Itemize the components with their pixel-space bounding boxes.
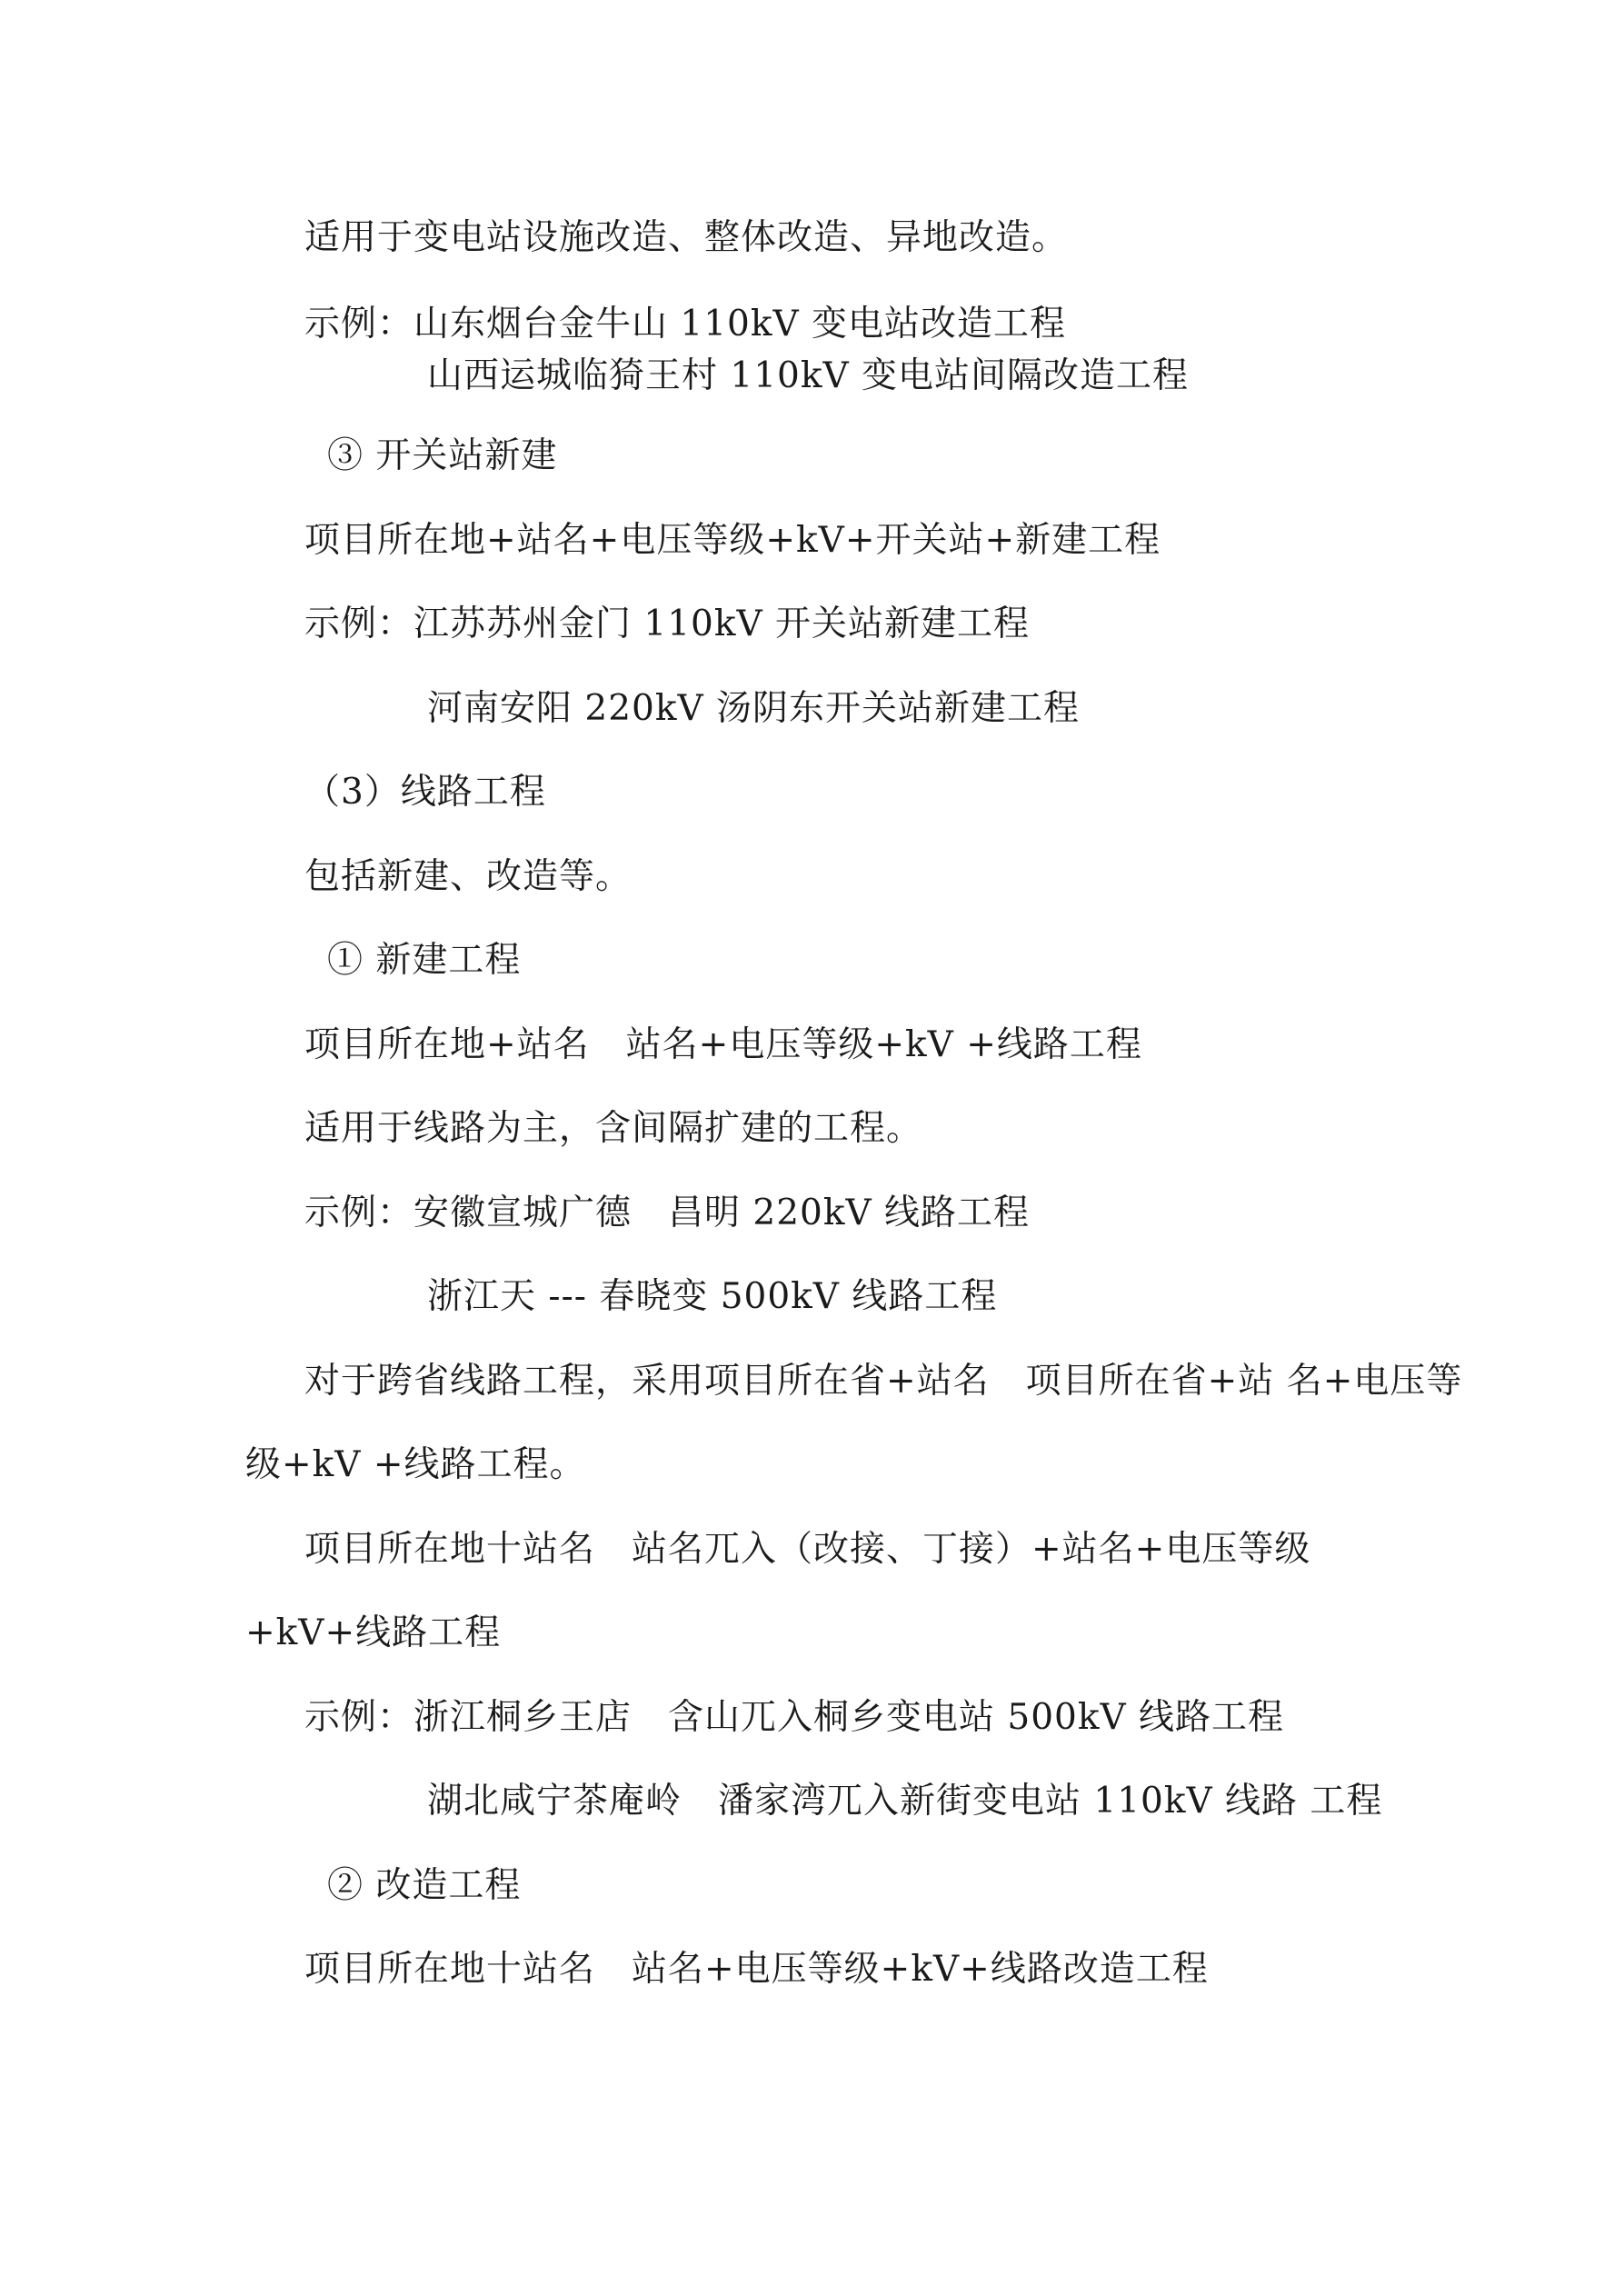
naming-rule-switching-station: 项目所在地+站名+电压等级+kV+开关站+新建工程: [304, 520, 1161, 561]
example-line-8: 湖北咸宁茶庵岭 潘家湾兀入新街变电站 110kV 线路 工程: [427, 1781, 1383, 1822]
subheading-switching-station-new: ③ 开关站新建: [327, 435, 558, 476]
example-line-1: 示例：山东烟台金牛山 110kV 变电站改造工程: [304, 304, 1067, 344]
naming-rule-line-tapping-1: 项目所在地十站名 站名兀入（改接、丁接）+站名+电压等级: [304, 1529, 1311, 1570]
paragraph-cross-province-2: 级+kV +线路工程。: [245, 1444, 586, 1485]
naming-rule-line-tapping-2: +kV+线路工程: [245, 1612, 502, 1653]
example-line-5: 示例：安徽宣城广德 昌明 220kV 线路工程: [304, 1193, 1031, 1233]
section-heading-line-engineering: （3）线路工程: [304, 772, 546, 813]
paragraph-cross-province-1: 对于跨省线路工程，采用项目所在省+站名 项目所在省+站 名+电压等: [304, 1361, 1463, 1402]
paragraph-includes: 包括新建、改造等。: [304, 856, 633, 897]
subheading-new-project: ① 新建工程: [327, 940, 522, 981]
naming-rule-line-new: 项目所在地+站名 站名+电压等级+kV +线路工程: [304, 1024, 1142, 1065]
paragraph-scope-substation-renovation: 适用于变电站设施改造、整体改造、异地改造。: [304, 217, 1069, 258]
example-line-6: 浙江天 --- 春晓变 500kV 线路工程: [427, 1276, 998, 1317]
paragraph-scope-line: 适用于线路为主，含间隔扩建的工程。: [304, 1108, 923, 1149]
example-line-7: 示例：浙江桐乡王店 含山兀入桐乡变电站 500kV 线路工程: [304, 1697, 1285, 1738]
naming-rule-line-renovation: 项目所在地十站名 站名+电压等级+kV+线路改造工程: [304, 1949, 1209, 1990]
example-line-3: 示例：江苏苏州金门 110kV 开关站新建工程: [304, 604, 1031, 644]
example-line-4: 河南安阳 220kV 汤阴东开关站新建工程: [427, 688, 1081, 729]
example-line-2: 山西运城临猗王村 110kV 变电站间隔改造工程: [427, 355, 1190, 396]
subheading-renovation-project: ② 改造工程: [327, 1865, 522, 1906]
